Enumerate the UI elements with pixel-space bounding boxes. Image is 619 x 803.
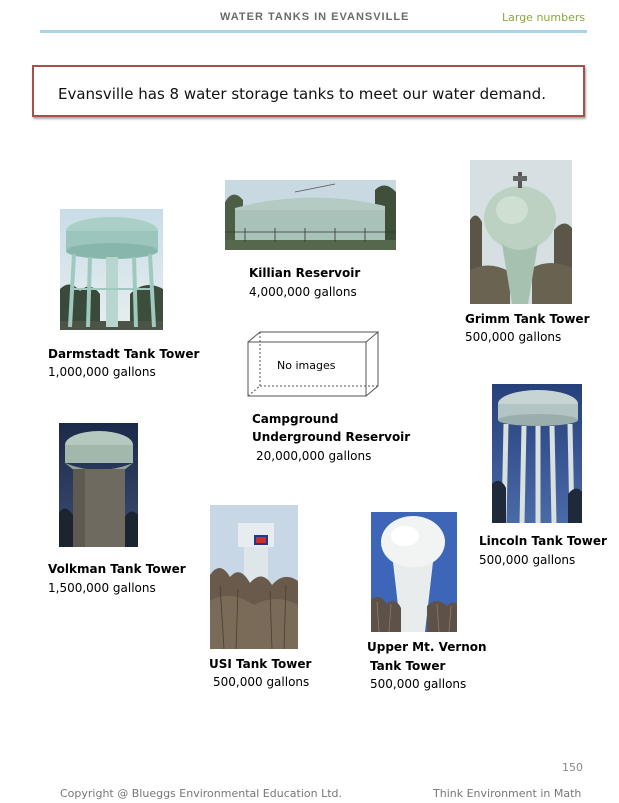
grimm-tank-photo (470, 160, 572, 304)
lincoln-tank-name: Lincoln Tank Tower (479, 534, 607, 548)
killian-reservoir-name: Killian Reservoir (249, 266, 361, 280)
grimm-tank-name: Grimm Tank Tower (465, 312, 590, 326)
usi-tank-photo (210, 505, 298, 649)
upper-mt-vernon-tank-name-line1: Upper Mt. Vernon (367, 640, 487, 654)
darmstadt-tank-photo (60, 209, 163, 330)
no-image-placeholder-label: No images (277, 359, 336, 372)
header-divider (40, 30, 587, 33)
campground-reservoir-gallons: 20,000,000 gallons (256, 449, 372, 463)
campground-reservoir-name-line1: Campground (252, 412, 339, 426)
header-title: WATER TANKS IN EVANSVILLE (220, 11, 410, 23)
killian-reservoir-photo (225, 180, 396, 250)
lincoln-tank-gallons: 500,000 gallons (479, 553, 576, 567)
volkman-tank-photo (59, 423, 138, 547)
usi-tank-name: USI Tank Tower (209, 657, 312, 671)
upper-mt-vernon-tank-name-line2: Tank Tower (370, 659, 446, 673)
upper-mt-vernon-tank-photo (371, 512, 457, 632)
volkman-tank-name: Volkman Tank Tower (48, 562, 186, 576)
upper-mt-vernon-tank-gallons: 500,000 gallons (370, 677, 467, 691)
darmstadt-tank-gallons: 1,000,000 gallons (48, 365, 156, 379)
intro-text: Evansville has 8 water storage tanks to meet our water demand. (58, 85, 546, 103)
killian-reservoir-gallons: 4,000,000 gallons (249, 285, 357, 299)
usi-tank-gallons: 500,000 gallons (213, 675, 310, 689)
footer-copyright: Copyright @ Blueggs Environmental Education Ltd. (60, 787, 342, 800)
header-topic-tag: Large numbers (502, 11, 586, 24)
darmstadt-tank-name: Darmstadt Tank Tower (48, 347, 200, 361)
campground-reservoir-name-line2: Underground Reservoir (252, 430, 411, 444)
lincoln-tank-photo (492, 384, 582, 523)
grimm-tank-gallons: 500,000 gallons (465, 330, 562, 344)
page-number: 150 (562, 761, 583, 774)
footer-series-title: Think Environment in Math (433, 787, 582, 800)
volkman-tank-gallons: 1,500,000 gallons (48, 581, 156, 595)
